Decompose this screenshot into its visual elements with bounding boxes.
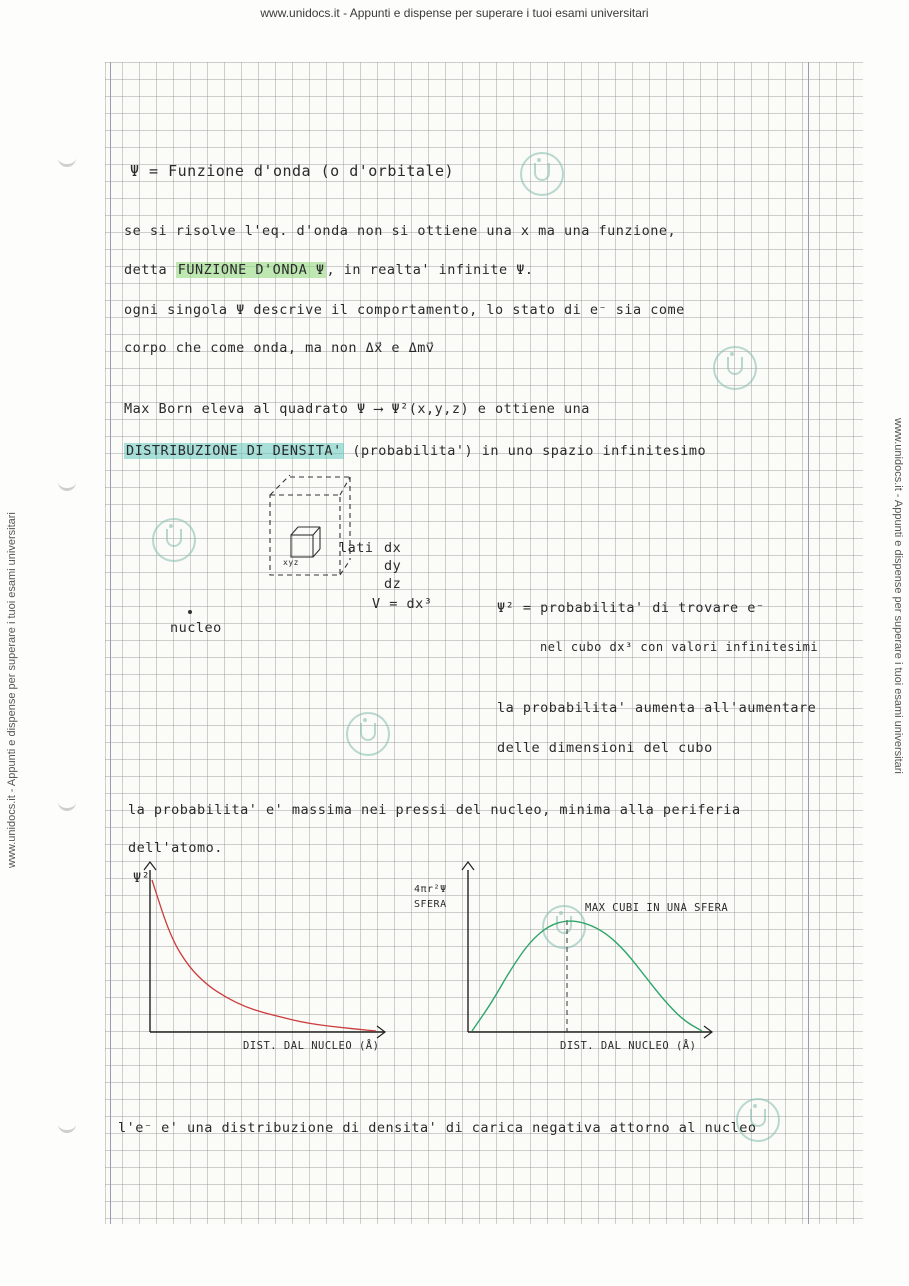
highlighted-term: FUNZIONE D'ONDA Ψ xyxy=(177,262,325,278)
note-line: la probabilita' aumenta all'aumentare xyxy=(497,700,817,716)
left-watermark-banner: www.unidocs.it - Appunti e dispense per superare i tuoi esami universitari xyxy=(6,512,18,868)
chart2-xlabel: DIST. DAL NUCLEO (Å) xyxy=(560,1040,697,1052)
note-line: dell'atomo. xyxy=(128,840,223,856)
unidocs-logo-icon xyxy=(542,905,586,949)
chart2-annotation: MAX CUBI IN UNA SFERA xyxy=(585,902,729,914)
right-watermark-banner: www.unidocs.it - Appunti e dispense per superare i tuoi esami universitari xyxy=(892,418,904,774)
cube-corner-label: xyz xyxy=(283,558,299,567)
note-line: ogni singola Ψ descrive il comportamento, lo stato di e⁻ sia come xyxy=(124,302,685,318)
cube-label: lati xyxy=(339,540,374,556)
note-line: l'e⁻ e' una distribuzione di densita' di carica negativa attorno al nucleo xyxy=(118,1120,757,1136)
chart1-ylabel: Ψ² xyxy=(133,870,151,886)
cube-label: dx xyxy=(384,540,402,556)
nucleus-label: nucleo xyxy=(170,620,222,636)
note-line: nel cubo dx³ con valori infinitesimi xyxy=(540,640,819,654)
note-line xyxy=(124,262,534,278)
highlighted-term: DISTRIBUZIONE DI DENSITA' xyxy=(126,443,342,459)
note-line: delle dimensioni del cubo xyxy=(497,740,713,756)
unidocs-logo-icon xyxy=(520,152,564,196)
note-line: se si risolve l'eq. d'onda non si ottiene una x ma una funzione, xyxy=(124,223,677,239)
left-margin-line xyxy=(110,62,111,1224)
chart2-ylabel: 4πr²Ψ SFERA xyxy=(414,884,447,910)
unidocs-logo-icon xyxy=(346,712,390,756)
unidocs-logo-icon xyxy=(152,518,196,562)
note-line: la probabilita' e' massima nei pressi del nucleo, minima alla periferia xyxy=(128,802,741,818)
binder-hole xyxy=(58,1116,76,1133)
binder-hole xyxy=(58,150,76,167)
binder-hole xyxy=(58,794,76,811)
note-text: (probabilita') in uno spazio infinitesimo xyxy=(352,443,707,459)
cube-volume: V = dx³ xyxy=(372,596,433,612)
binder-hole xyxy=(58,474,76,491)
note-text: , in realta' infinite Ψ. xyxy=(326,262,534,278)
note-text: detta xyxy=(124,262,168,278)
unidocs-logo-icon xyxy=(713,346,757,390)
note-line: corpo che come onda, ma non Δx⃗ e Δmv⃗ xyxy=(124,340,435,356)
note-line: Ψ² = probabilita' di trovare e⁻ xyxy=(497,600,765,616)
cube-label: dz xyxy=(384,576,402,592)
top-watermark-banner: www.unidocs.it - Appunti e dispense per superare i tuoi esami universitari xyxy=(260,6,649,20)
cube-label: dy xyxy=(384,558,402,574)
chart1-xlabel: DIST. DAL NUCLEO (Å) xyxy=(243,1040,380,1052)
note-line: Max Born eleva al quadrato Ψ ⟶ Ψ²(x,y,z) e ottiene una xyxy=(124,401,590,417)
note-line xyxy=(124,443,706,459)
note-title: Ψ = Funzione d'onda (o d'orbitale) xyxy=(130,162,455,180)
